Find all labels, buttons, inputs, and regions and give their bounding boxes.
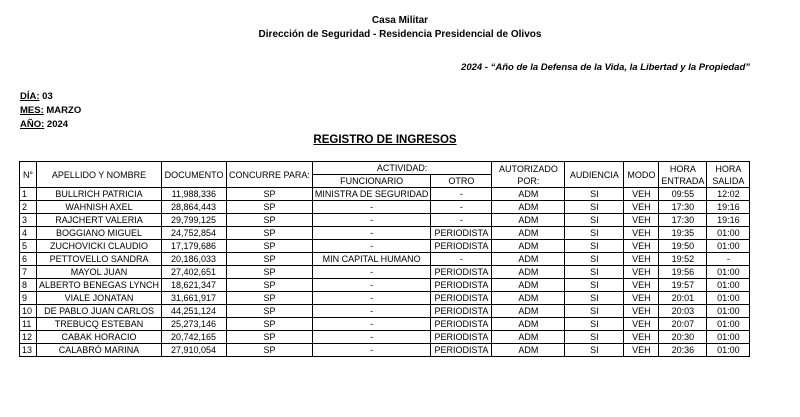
cell-audiencia: SI <box>565 318 624 331</box>
col-document: DOCUMENTO <box>162 162 227 188</box>
cell-hora-salida: 12:02 <box>707 188 750 201</box>
col-autorizado <box>492 162 565 188</box>
org-name: Casa Militar <box>371 15 429 26</box>
cell-funcionario: - <box>312 266 431 279</box>
cell-num: 12 <box>20 331 37 344</box>
cell-num: 4 <box>20 227 37 240</box>
cell-audiencia: SI <box>565 331 624 344</box>
cell-hora-salida: 19:16 <box>707 214 750 227</box>
table-row <box>20 266 750 279</box>
cell-num: 3 <box>20 214 37 227</box>
cell-hora-salida: 01:00 <box>707 344 750 357</box>
year-value: 2024 <box>46 119 69 130</box>
cell-hora-salida: - <box>707 253 750 266</box>
cell-funcionario: - <box>312 214 431 227</box>
cell-hora-salida: 01:00 <box>707 240 750 253</box>
table-row <box>20 331 750 344</box>
cell-concurre: SP <box>227 227 313 240</box>
cell-document: 20,742,165 <box>162 331 227 344</box>
col-num: N° <box>20 162 37 188</box>
cell-name: RAJCHERT VALERIA <box>37 214 162 227</box>
col-concurre: CONCURRE PARA: <box>227 162 313 188</box>
cell-hora-salida: 01:00 <box>707 318 750 331</box>
table-row <box>20 253 750 266</box>
cell-concurre: SP <box>227 188 313 201</box>
cell-hora-entrada: 20:03 <box>659 305 707 318</box>
table-row <box>20 305 750 318</box>
cell-concurre: SP <box>227 201 313 214</box>
cell-funcionario: - <box>312 201 431 214</box>
cell-hora-entrada: 17:30 <box>659 201 707 214</box>
cell-document: 17,179,686 <box>162 240 227 253</box>
cell-funcionario: - <box>312 292 431 305</box>
cell-hora-entrada: 19:52 <box>659 253 707 266</box>
cell-otro: - <box>431 201 492 214</box>
cell-hora-entrada: 09:55 <box>659 188 707 201</box>
cell-autorizado: ADM <box>492 240 565 253</box>
cell-modo: VEH <box>624 344 659 357</box>
table-row <box>20 188 750 201</box>
cell-audiencia: SI <box>565 214 624 227</box>
cell-name: VIALE JONATAN <box>37 292 162 305</box>
cell-modo: VEH <box>624 240 659 253</box>
cell-audiencia: SI <box>565 227 624 240</box>
cell-concurre: SP <box>227 305 313 318</box>
cell-autorizado: ADM <box>492 188 565 201</box>
cell-num: 11 <box>20 318 37 331</box>
cell-otro: PERIODISTA <box>431 331 492 344</box>
cell-otro: PERIODISTA <box>431 279 492 292</box>
cell-autorizado: ADM <box>492 331 565 344</box>
cell-audiencia: SI <box>565 188 624 201</box>
col-hora-entrada-line2: ENTRADA <box>661 175 705 186</box>
cell-funcionario: - <box>312 331 431 344</box>
entries-table <box>19 161 750 357</box>
cell-concurre: SP <box>227 292 313 305</box>
col-hora-entrada-line1: HORA <box>669 163 696 174</box>
cell-audiencia: SI <box>565 305 624 318</box>
col-actividad: ACTIVIDAD: <box>312 162 492 175</box>
cell-otro: PERIODISTA <box>431 305 492 318</box>
cell-hora-entrada: 19:56 <box>659 266 707 279</box>
cell-modo: VEH <box>624 188 659 201</box>
cell-autorizado: ADM <box>492 201 565 214</box>
cell-modo: VEH <box>624 214 659 227</box>
col-otro: OTRO <box>431 175 492 188</box>
cell-hora-salida: 01:00 <box>707 266 750 279</box>
col-name: APELLIDO Y NOMBRE <box>37 162 162 188</box>
cell-otro: - <box>431 188 492 201</box>
cell-num: 7 <box>20 266 37 279</box>
cell-name: MAYOL JUAN <box>37 266 162 279</box>
cell-hora-salida: 01:00 <box>707 279 750 292</box>
cell-modo: VEH <box>624 279 659 292</box>
table-row <box>20 214 750 227</box>
col-hora-salida <box>707 162 750 188</box>
cell-otro: PERIODISTA <box>431 292 492 305</box>
cell-concurre: SP <box>227 214 313 227</box>
cell-audiencia: SI <box>565 253 624 266</box>
day-field <box>20 91 53 102</box>
cell-name: BULLRICH PATRICIA <box>37 188 162 201</box>
cell-num: 1 <box>20 188 37 201</box>
cell-document: 44,251,124 <box>162 305 227 318</box>
cell-num: 9 <box>20 292 37 305</box>
cell-otro: - <box>431 214 492 227</box>
cell-hora-salida: 19:16 <box>707 201 750 214</box>
cell-document: 20,186,033 <box>162 253 227 266</box>
col-autorizado-line1: AUTORIZADO <box>498 163 558 174</box>
col-modo: MODO <box>624 162 659 188</box>
cell-audiencia: SI <box>565 201 624 214</box>
cell-autorizado: ADM <box>492 279 565 292</box>
cell-autorizado: ADM <box>492 253 565 266</box>
cell-funcionario: - <box>312 279 431 292</box>
table-row <box>20 227 750 240</box>
month-field <box>20 105 81 116</box>
cell-modo: VEH <box>624 292 659 305</box>
cell-modo: VEH <box>624 305 659 318</box>
cell-audiencia: SI <box>565 279 624 292</box>
cell-audiencia: SI <box>565 292 624 305</box>
cell-autorizado: ADM <box>492 318 565 331</box>
cell-autorizado: ADM <box>492 292 565 305</box>
cell-document: 24,752,854 <box>162 227 227 240</box>
cell-modo: VEH <box>624 201 659 214</box>
table-row <box>20 201 750 214</box>
cell-autorizado: ADM <box>492 214 565 227</box>
table-row <box>20 279 750 292</box>
cell-otro: PERIODISTA <box>431 266 492 279</box>
col-hora-salida-line2: SALIDA <box>712 175 745 186</box>
day-label: DÍA: <box>20 91 40 102</box>
table-row <box>20 240 750 253</box>
cell-num: 13 <box>20 344 37 357</box>
cell-otro: - <box>431 253 492 266</box>
cell-hora-salida: 01:00 <box>707 292 750 305</box>
cell-hora-entrada: 20:30 <box>659 331 707 344</box>
cell-concurre: SP <box>227 344 313 357</box>
table-row <box>20 318 750 331</box>
cell-funcionario: - <box>312 305 431 318</box>
cell-audiencia: SI <box>565 266 624 279</box>
cell-concurre: SP <box>227 318 313 331</box>
cell-concurre: SP <box>227 331 313 344</box>
cell-hora-entrada: 19:50 <box>659 240 707 253</box>
cell-document: 18,621,347 <box>162 279 227 292</box>
cell-funcionario: - <box>312 227 431 240</box>
cell-hora-entrada: 17:30 <box>659 214 707 227</box>
cell-funcionario: MIN CAPITAL HUMANO <box>312 253 431 266</box>
cell-name: BOGGIANO MIGUEL <box>37 227 162 240</box>
cell-autorizado: ADM <box>492 266 565 279</box>
cell-num: 8 <box>20 279 37 292</box>
cell-autorizado: ADM <box>492 227 565 240</box>
cell-concurre: SP <box>227 240 313 253</box>
col-funcionario: FUNCIONARIO <box>312 175 431 188</box>
year-motto: 2024 - “Año de la Defensa de la Vida, la Libertad y la Propiedad” <box>461 62 750 73</box>
cell-modo: VEH <box>624 227 659 240</box>
cell-name: TREBUCQ ESTEBAN <box>37 318 162 331</box>
cell-document: 29,799,125 <box>162 214 227 227</box>
table-row <box>20 292 750 305</box>
cell-otro: PERIODISTA <box>431 227 492 240</box>
cell-concurre: SP <box>227 279 313 292</box>
cell-name: DE PABLO JUAN CARLOS <box>37 305 162 318</box>
cell-hora-entrada: 19:35 <box>659 227 707 240</box>
cell-hora-entrada: 20:07 <box>659 318 707 331</box>
cell-audiencia: SI <box>565 240 624 253</box>
cell-funcionario: MINISTRA DE SEGURIDAD <box>312 188 431 201</box>
cell-funcionario: - <box>312 318 431 331</box>
cell-num: 2 <box>20 201 37 214</box>
cell-hora-salida: 01:00 <box>707 227 750 240</box>
cell-num: 10 <box>20 305 37 318</box>
page-title: REGISTRO DE INGRESOS <box>313 134 457 146</box>
cell-name: PETTOVELLO SANDRA <box>37 253 162 266</box>
department-name: Dirección de Seguridad - Residencia Presidencial de Olivos <box>258 29 542 40</box>
cell-modo: VEH <box>624 266 659 279</box>
cell-funcionario: - <box>312 344 431 357</box>
cell-hora-entrada: 20:36 <box>659 344 707 357</box>
year-label: AÑO: <box>20 119 45 130</box>
year-field <box>20 119 68 130</box>
cell-modo: VEH <box>624 253 659 266</box>
month-label: MES: <box>20 105 44 116</box>
cell-document: 27,910,054 <box>162 344 227 357</box>
col-autorizado-line2: POR: <box>517 175 540 186</box>
cell-hora-salida: 01:00 <box>707 305 750 318</box>
cell-hora-entrada: 20:01 <box>659 292 707 305</box>
cell-document: 27,402,651 <box>162 266 227 279</box>
cell-name: WAHNISH AXEL <box>37 201 162 214</box>
col-hora-entrada <box>659 162 707 188</box>
cell-name: ALBERTO BENEGAS LYNCH <box>37 279 162 292</box>
cell-otro: PERIODISTA <box>431 344 492 357</box>
cell-autorizado: ADM <box>492 344 565 357</box>
cell-audiencia: SI <box>565 344 624 357</box>
cell-document: 11,988,336 <box>162 188 227 201</box>
cell-modo: VEH <box>624 331 659 344</box>
cell-concurre: SP <box>227 266 313 279</box>
cell-modo: VEH <box>624 318 659 331</box>
col-hora-salida-line1: HORA <box>715 163 742 174</box>
month-value: MARZO <box>46 105 82 116</box>
cell-document: 31,661,917 <box>162 292 227 305</box>
cell-hora-salida: 01:00 <box>707 331 750 344</box>
cell-otro: PERIODISTA <box>431 240 492 253</box>
day-value: 03 <box>42 91 53 102</box>
table-row <box>20 344 750 357</box>
cell-concurre: SP <box>227 253 313 266</box>
cell-otro: PERIODISTA <box>431 318 492 331</box>
cell-document: 28,864,443 <box>162 201 227 214</box>
col-audiencia: AUDIENCIA <box>565 162 624 188</box>
cell-num: 6 <box>20 253 37 266</box>
cell-funcionario: - <box>312 240 431 253</box>
cell-name: CALABRÓ MARINA <box>37 344 162 357</box>
cell-num: 5 <box>20 240 37 253</box>
cell-name: ZUCHOVICKI CLAUDIO <box>37 240 162 253</box>
cell-name: CABAK HORACIO <box>37 331 162 344</box>
cell-hora-entrada: 19:57 <box>659 279 707 292</box>
cell-document: 25,273,146 <box>162 318 227 331</box>
cell-autorizado: ADM <box>492 305 565 318</box>
